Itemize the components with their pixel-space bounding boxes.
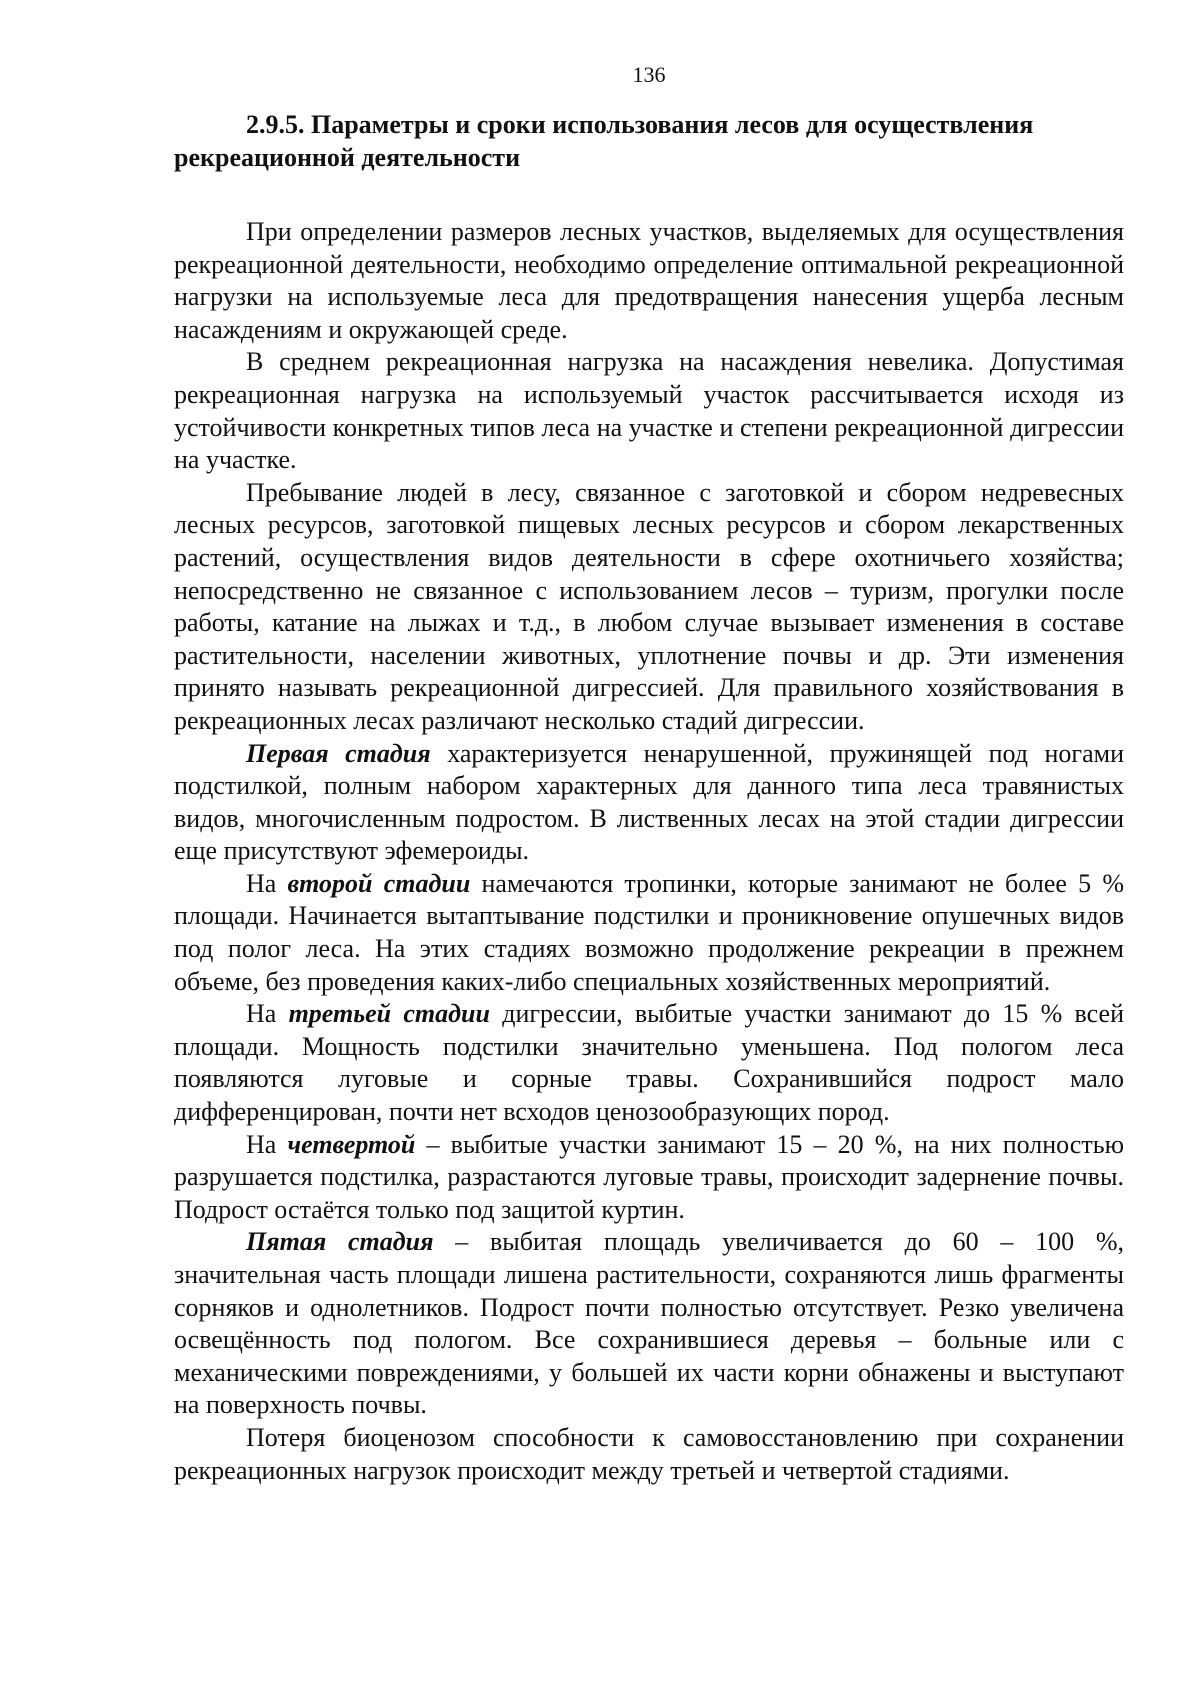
- fourth-stage-prefix: На: [246, 1129, 288, 1159]
- page-number: 136: [632, 62, 666, 87]
- third-stage-prefix: На: [246, 999, 289, 1029]
- second-stage-prefix: На: [246, 868, 288, 898]
- fifth-stage-text: – выбитая площадь увеличивается до 60 – 100 %, значительная часть площади лишена растительности, сохраняются лишь фрагменты сорняков и однолетников. Подрост почти полностью отсутствует. Резко увеличена освещённость под пологом. Все сохранившиеся деревья – больные или с механическими повреждениями, у большей их части корни обнажены и выступают на поверхность почвы.: [174, 1227, 1125, 1420]
- paragraph-fifth-stage: [174, 1226, 1124, 1422]
- section-title: 2.9.5. Параметры и сроки использования лесов для осуществления рекреационной деятельности: [174, 110, 1034, 172]
- paragraph-first-stage: [174, 738, 1124, 868]
- fourth-stage-text: – выбитые участки занимают 15 – 20 %, на них полностью разрушается подстилка, разрастаются луговые травы, происходит задернение почвы. Подрост остаётся только под защитой куртин.: [174, 1129, 1124, 1224]
- paragraph-fourth-stage: [174, 1129, 1124, 1227]
- document-page: [174, 60, 1124, 1487]
- paragraph-second-stage: [174, 868, 1124, 998]
- paragraph-1: При определении размеров лесных участков, выделяемых для осуществления рекреационной деятельности, необходимо определение оптимальной рекреационной нагрузки на используемые леса для предотвращения нанесения ущерба лесным насаждениям и окружающей среде.: [174, 217, 1124, 344]
- paragraph-conclusion: Потеря биоценозом способности к самовосстановлению при сохранении рекреационных нагрузок происходит между третьей и четвертой стадиями.: [174, 1422, 1124, 1485]
- term-second-stage: второй стадии: [287, 868, 471, 898]
- term-fourth-stage: четвертой: [287, 1129, 416, 1159]
- term-third-stage: третьей стадии: [288, 999, 490, 1029]
- paragraph-2: В среднем рекреационная нагрузка на насаждения невелика. Допустимая рекреационная нагрузка на используемый участок рассчитывается исходя из устойчивости конкретных типов леса на участке и степени рекреационной дигрессии на участке.: [174, 347, 1124, 475]
- third-stage-text: дигрессии, выбитые участки занимают до 15 % всей площади. Мощность подстилки значительно уменьшена. Под пологом леса появляются луговые и сорные травы. Сохранившийся подрост мало дифференцирован, почти нет всходов ценозообразующих пород.: [174, 999, 1124, 1127]
- paragraph-third-stage: [174, 998, 1124, 1128]
- paragraph-3: Пребывание людей в лесу, связанное с заготовкой и сбором недревесных лесных ресурсов, заготовкой пищевых лесных ресурсов и сбором лекарственных растений, осуществления видов деятельности в сфере охотничьего хозяйства; непосредственно не связанное с использованием лесов – туризм, прогулки после работы, катание на лыжах и т.д., в любом случае вызывает изменения в составе растительности, населении животных, уплотнение почвы и др. Эти изменения принято называть рекреационной дигрессией. Для правильного хозяйствования в рекреационных лесах различают несколько стадий дигрессии.: [174, 477, 1124, 735]
- first-stage-text: характеризуется ненарушенной, пружинящей под ногами подстилкой, полным набором характерных для данного типа леса травянистых видов, многочисленным подростом. В лиственных лесах на этой стадии дигрессии еще присутствуют эфемероиды.: [174, 738, 1124, 866]
- term-fifth-stage: Пятая стадия: [246, 1227, 434, 1257]
- term-first-stage: Первая стадия: [246, 738, 431, 768]
- second-stage-text: намечаются тропинки, которые занимают не более 5 % площади. Начинается вытаптывание подстилки и проникновение опушечных видов под полог леса. На этих стадиях возможно продолжение рекреации в прежнем объеме, без проведения каких-либо специальных хозяйственных мероприятий.: [174, 868, 1124, 996]
